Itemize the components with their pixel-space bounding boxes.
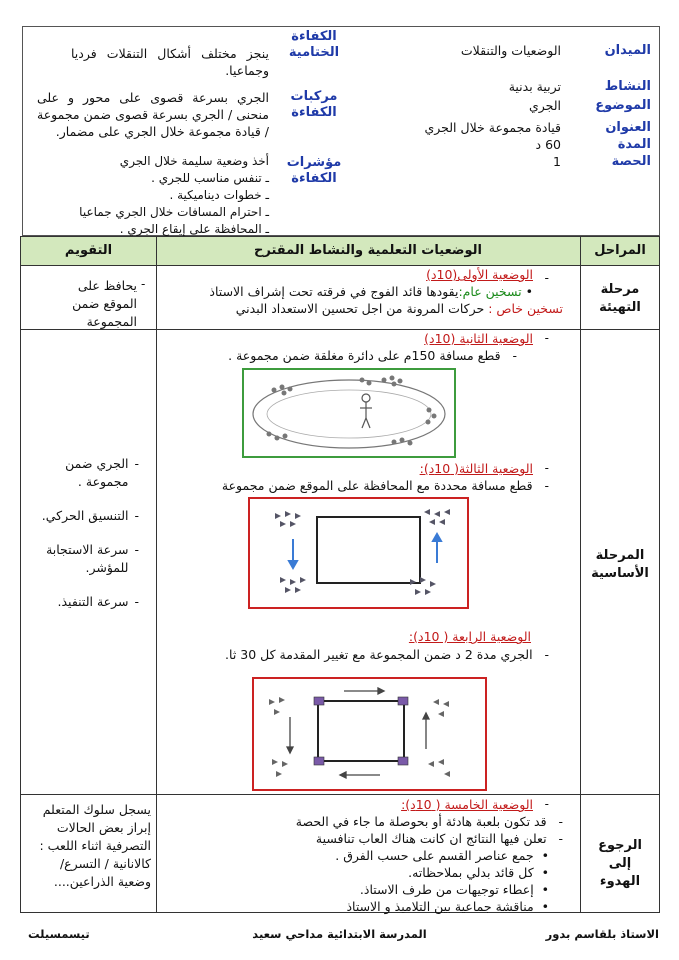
situation4-text-content: الجري مدة 2 د ضمن المجموعة مع تغيير المقدمة كل 30 ثا.: [225, 647, 533, 662]
dash-marker: -: [141, 277, 146, 291]
dash-marker: -: [544, 270, 549, 285]
dash-marker: -: [134, 456, 139, 471]
cooldown-bullet: [335, 864, 549, 881]
city-name: تيسمسيلت: [28, 927, 90, 941]
teacher-figure-icon: [360, 394, 372, 428]
session-label: الحصة: [611, 154, 651, 169]
bullet-icon: •: [533, 865, 549, 880]
dash-marker: -: [134, 508, 139, 523]
situation2-text-content: قطع مسافة 150م على دائرة مغلقة ضمن مجموعة .: [228, 348, 501, 363]
warmup-evaluation: يحافظ على الموقع ضمن المجموعة: [72, 278, 137, 329]
field-value: الوضعيات والتنقلات: [460, 43, 561, 58]
indicator-item: ـ المحافظة على إيقاع الجري .: [119, 222, 269, 236]
cooldown-bullet-text: جمع عناصر القسم على حسب الفرق .: [335, 848, 534, 863]
bullet-icon: •: [533, 899, 549, 914]
components-label: مركبات الكفاءة: [290, 89, 338, 120]
components-text: الجري بسرعة قصوى على محور و على منحنى / الجري بسرعة قصوى ضمن مجموعة / قيادة مجموعة خلال الجري على مضمار.: [37, 90, 269, 139]
session-value: 1: [553, 154, 561, 169]
dash-marker: -: [546, 814, 563, 829]
activity-value: تربية بدنية: [508, 79, 561, 94]
rectangle-track-diagram: [248, 497, 469, 609]
activity-label: النشاط: [604, 79, 651, 94]
school-name: المدرسة الابتدائية مداحي سعيد: [252, 927, 427, 941]
stages-header: المراحل: [594, 243, 646, 258]
dash-marker: -: [544, 797, 549, 811]
situation2-title: الوضعية الثانية (10د): [424, 331, 533, 346]
evaluation-item: [39, 593, 139, 611]
bullet-icon: •: [533, 848, 549, 863]
runner-group-marks: [269, 697, 450, 777]
situation2-text: [228, 348, 517, 363]
direction-arrows: [289, 534, 441, 568]
general-warmup-label: تسخين عام:: [458, 284, 522, 299]
indicator-item: أخذ وضعية سليمة خلال الجري: [119, 154, 269, 168]
rectangle-track-illustration: [250, 499, 467, 607]
cone-markers: [314, 697, 408, 765]
indicator-item: ـ خطوات ديناميكية .: [169, 188, 269, 202]
cooldown-bullets: [335, 847, 549, 915]
situations-header: الوضعيات التعلمية والنشاط المقترح: [254, 243, 482, 258]
main-stage: المرحلة الأساسية: [591, 548, 649, 581]
final-competence-text: ينجز مختلف أشكال التنقلات فرديا وجماعيا.: [71, 46, 269, 78]
cooldown-line-text: تعلن فيها النتائج ان كانت هناك العاب تنافسية: [315, 831, 547, 846]
cooldown-bullet-text: كل قائد بدلي بملاحظاته.: [408, 865, 534, 880]
situation3-text-content: قطع مسافة محددة مع المحافظة على الموقع ضمن مجموعة: [221, 478, 533, 493]
duration-value: 60 د: [535, 137, 561, 152]
indicators-label: مؤشرات الكفاءة: [286, 155, 342, 186]
topic-value: الجري: [528, 98, 561, 113]
special-warmup-label: تسخين خاص :: [488, 301, 563, 316]
title-value: قيادة مجموعة خلال الجري: [424, 120, 561, 135]
circular-track-diagram: [242, 368, 456, 458]
dash-marker: -: [532, 478, 549, 493]
title-label: العنوان: [605, 120, 651, 135]
situation1-title: الوضعية الأولى(10د): [426, 267, 533, 282]
evaluation-text: الجري ضمن مجموعة .: [65, 456, 129, 489]
special-warmup: [236, 301, 563, 316]
dash-marker: -: [544, 331, 549, 345]
special-warmup-text: حركات المرونة من اجل تحسين الاستعداد البدني: [235, 301, 485, 316]
cooldown-bullet-text: إعطاء توجيهات من طرف الاستاذ.: [359, 882, 534, 897]
cooldown-bullet-text: مناقشة جماعية بين التلاميذ و الاستاذ: [346, 899, 534, 914]
cooldown-evaluation: يسجل سلوك المتعلم إبراز بعض الحالات التصرفية اثناء اللعب : كالانانية / التسرع/ وضعية الذراعين....: [39, 802, 151, 889]
cooldown-bullet: [335, 881, 549, 898]
evaluation-text: التنسيق الحركي.: [41, 508, 129, 523]
duration-label: المدة: [617, 137, 651, 152]
final-competence-label: الكفاءة الختامية: [288, 29, 340, 60]
relay-track-diagram: [252, 677, 487, 791]
oval-track-illustration: [244, 370, 454, 456]
bullet-icon: •: [533, 882, 549, 897]
dash-marker: -: [546, 831, 563, 846]
topic-label: الموضوع: [595, 98, 651, 113]
warmup-stage: مرحلة التهيئة: [599, 282, 641, 315]
situation4-title: الوضعية الرابعة ( 10د):: [408, 629, 531, 644]
evaluation-header: التقويم: [64, 243, 113, 258]
dash-marker: -: [134, 542, 139, 557]
cooldown-line: [296, 814, 563, 829]
dash-marker: -: [544, 461, 549, 475]
relay-track-illustration: [254, 679, 485, 789]
cooldown-stage: الرجوع إلى الهدوء: [598, 838, 642, 889]
indicators-list: [37, 153, 269, 238]
general-warmup: [209, 284, 533, 299]
evaluation-text: سرعة التنفيذ.: [57, 594, 129, 609]
teacher-name: الاستاذ بلقاسم بدور: [545, 927, 659, 941]
evaluation-item: [39, 541, 139, 577]
cooldown-bullet: [335, 898, 549, 915]
field-label: الميدان: [604, 43, 651, 58]
main-evaluation: [39, 455, 139, 611]
situation3-title: الوضعية الثالثة( 10د):: [419, 461, 533, 476]
cooldown-line: [316, 831, 563, 846]
situation4-text: [225, 647, 549, 662]
indicator-item: ـ تنفس مناسب للجري .: [151, 171, 269, 185]
dash-marker: -: [134, 594, 139, 609]
column-divider: [156, 237, 157, 912]
evaluation-item: [39, 507, 139, 525]
situation3-text: [222, 478, 549, 493]
cooldown-line-text: قد تكون بلعبة هادئة أو بحوصلة ما جاء في الحصة: [295, 814, 547, 829]
general-warmup-text: يقودها قائد الفوج في فرقته تحت إشراف الاستاذ: [209, 284, 459, 299]
situation5-title: الوضعية الخامسة ( 10د):: [401, 797, 533, 812]
bullet-icon: •: [525, 284, 533, 299]
lesson-info-box: [22, 26, 660, 236]
indicator-item: ـ احترام المسافات خلال الجري جماعيا: [79, 205, 269, 219]
evaluation-item: [39, 455, 139, 491]
column-divider: [580, 237, 581, 912]
dash-marker: -: [500, 348, 517, 363]
row-divider: [21, 794, 659, 795]
cooldown-bullet: [335, 847, 549, 864]
evaluation-text: سرعة الاستجابة للمؤشر.: [46, 542, 129, 575]
dash-marker: -: [532, 647, 549, 662]
